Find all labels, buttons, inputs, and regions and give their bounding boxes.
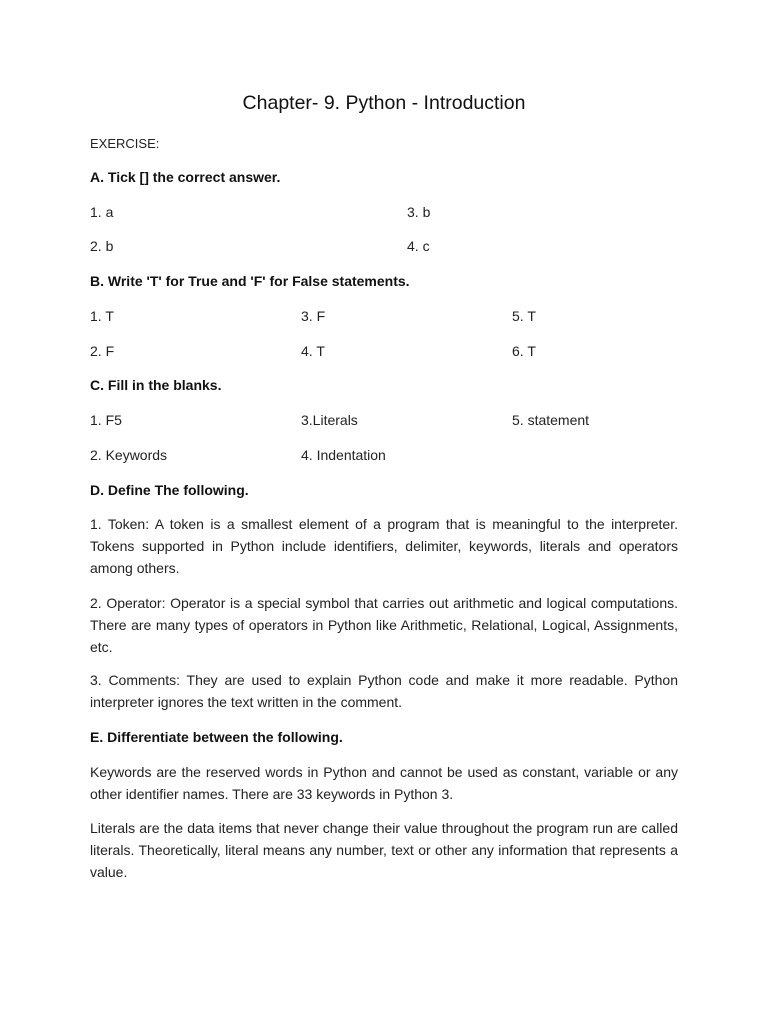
answer-item: 3. F bbox=[301, 308, 326, 324]
answer-item: 2. F bbox=[90, 343, 115, 359]
section-a-heading: A. Tick [] the correct answer. bbox=[90, 169, 281, 185]
answer-item: 1. T bbox=[90, 308, 114, 324]
section-b-row bbox=[90, 343, 678, 363]
section-b-heading: B. Write 'T' for True and 'F' for False statements. bbox=[90, 273, 410, 289]
section-e-heading: E. Differentiate between the following. bbox=[90, 729, 343, 745]
section-a-row bbox=[90, 204, 678, 224]
difference-literals: Literals are the data items that never change their value throughout the program run are called literals. Theoretically, literal means any number, text or other any information that represents a value. bbox=[90, 820, 678, 880]
answer-item: 1. a bbox=[90, 204, 114, 220]
section-a-row bbox=[90, 238, 678, 258]
answer-item: 5. statement bbox=[512, 412, 590, 428]
answer-item: 2. b bbox=[90, 238, 114, 254]
section-d-heading: D. Define The following. bbox=[90, 482, 249, 498]
answer-item: 3. b bbox=[407, 204, 431, 220]
answer-item: 2. Keywords bbox=[90, 447, 168, 463]
answer-item: 6. T bbox=[512, 343, 536, 359]
definition-token: 1. Token: A token is a smallest element of a program that is meaningful to the interpreter. Tokens supported in Python include identifiers, delimiter, keywords, literals and operators among others. bbox=[90, 516, 678, 576]
difference-keywords: Keywords are the reserved words in Python and cannot be used as constant, variable or any other identifier names. There are 33 keywords in Python 3. bbox=[90, 764, 678, 802]
definition-operator: 2. Operator: Operator is a special symbol that carries out arithmetic and logical computations. There are many types of operators in Python like Arithmetic, Relational, Logical, Assignments, etc. bbox=[90, 595, 678, 655]
exercise-label: EXERCISE: bbox=[90, 136, 160, 151]
section-c-row bbox=[90, 447, 678, 467]
answer-item: 4. T bbox=[301, 343, 325, 359]
page-title: Chapter- 9. Python - Introduction bbox=[242, 92, 526, 114]
answer-item: 4. Indentation bbox=[301, 447, 386, 463]
answer-item: 3.Literals bbox=[301, 412, 358, 428]
answer-item: 4. c bbox=[407, 238, 430, 254]
section-c-heading: C. Fill in the blanks. bbox=[90, 377, 222, 393]
section-b-row bbox=[90, 308, 678, 328]
answer-item: 1. F5 bbox=[90, 412, 122, 428]
definition-comments: 3. Comments: They are used to explain Python code and make it more readable. Python interpreter ignores the text written in the comment. bbox=[90, 672, 678, 710]
answer-item: 5. T bbox=[512, 308, 536, 324]
section-c-row bbox=[90, 412, 678, 432]
